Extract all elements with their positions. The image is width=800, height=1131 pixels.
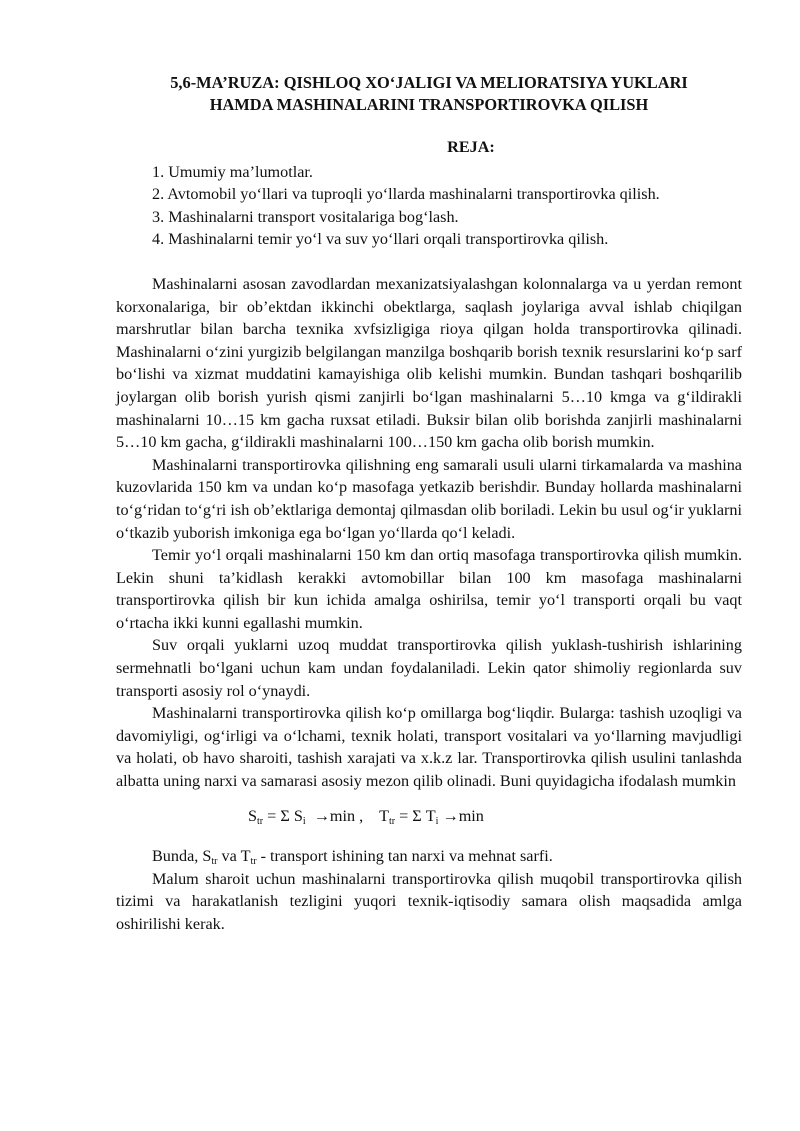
bunda-t-subscript: tr [250, 856, 257, 868]
bunda-s-subscript: tr [211, 856, 218, 868]
bunda-prefix: Bunda, S [152, 847, 212, 866]
paragraph: Temir yo‘l orqali mashinalarni 150 km dan ortiq masofaga transportirovka qilish mumkin. Lekin shuni ta’kidlash kerakki avtomobillar bilan 100 km masofaga mashinalarni transportirovka qilish bir kun ichida amalga oshirilsa, temir yo‘l transporti orqali bu vaqt o‘rtacha ikki kunni egallashi mumkin. [116, 546, 742, 632]
title-line-2: HAMDA MASHINALARINI TRANSPORTIROVKA QILISH [209, 95, 649, 114]
plan-list [116, 161, 742, 251]
formula-explanation [116, 845, 742, 868]
plan-heading: REJA: [447, 138, 495, 156]
bunda-mid: va T [217, 847, 251, 866]
title-line-1: 5,6-MA’RUZA: QISHLOQ XO‘JALIGI VA MELIORATSIYA YUKLARI [170, 73, 688, 92]
paragraph: Mashinalarni transportirovka qilish ko‘p omillarga bog‘liqdir. Bularga: tashish uzoqligi va davomiyligi, og‘irligi va o‘lchami, texnik holati, transport vositalari va yo‘llarning mavjudligi va holati, ob havo sharoiti, tashish xarajati va x.k.z lar. Transportirovka qilish usulini tanlashda albatta uning narxi va samarasi asosiy mezon qilib olinadi. Buni quyidagicha ifodalash mumkin [116, 704, 742, 791]
paragraph: Malum sharoit uchun mashinalarni transportirovka qilish muqobil transportirovka qilish tizimi va harakatlanish tezligini yuqori texnik-iqtisodiy samara olish maqsadida amlga oshirilishi kerak. [116, 869, 742, 933]
paragraph: Mashinalarni transportirovka qilishning eng samarali usuli ularni tirkamalarda va mashina kuzovlarida 150 km va undan ko‘p masofaga yetkazib berishdir. Bunday hollarda mashinalarni to‘g‘ridan to‘g‘ri ish ob’ektlariga demontaj qilmasdan olib boriladi. Lekin bu usul og‘ir yuklarni o‘tkazib yuborish imkoniga ega bo‘lgan yo‘llarda qo‘l keladi. [116, 455, 742, 542]
bunda-suffix: - transport ishining tan narxi va mehnat sarfi. [256, 847, 553, 866]
formula-s-min: →min , [305, 806, 364, 825]
plan-item: 4. Mashinalarni temir yo‘l va suv yo‘llari orqali transportirovka qilish. [152, 230, 609, 249]
formula-t-min: →min [438, 806, 484, 825]
formula-t-sum: = Σ T [395, 806, 436, 825]
formula-t-subscript: tr [388, 815, 396, 827]
cost-formula [116, 805, 742, 828]
document-page [116, 72, 742, 936]
formula-s-subscript: tr [257, 815, 264, 827]
lecture-title [116, 72, 742, 116]
plan-item: 2. Avtomobil yo‘llari va tuproqli yo‘llarda mashinalarni transportirovka qilish. [152, 185, 660, 204]
formula-s-index: i [302, 815, 306, 827]
paragraph: Suv orqali yuklarni uzoq muddat transportirovka qilish yuklash-tushirish ishlarining sermehnatli bo‘lgani uchun kam undan foydalaniladi. Lekin qator shimoliy regionlarda suv transporti asosiy rol o‘ynaydi. [116, 636, 742, 700]
paragraph: Mashinalarni asosan zavodlardan mexanizatsiyalashgan kolonnalarga va u yerdan remont korxonalariga, bir ob’ektdan ikkinchi obektlarga, saqlash joylariga avval ishlab chiqilgan marshrutlar bilan barcha texnika xvfsizligiga rioya qilgan holda transportirovka qilinadi. Mashinalarni o‘zini yurgizib belgilangan manzilga boshqarib borish texnik resurslarini ko‘p sarf bo‘lishi va xizmat muddatini kamayishiga olib kelishi mumkin. Bundan tashqari boshqarilib joylargan olib borish yurish qismi zanjirli bo‘lgan mashinalarni 5…10 kmga va g‘ildirakli mashinalarni 10…15 km gacha ruxsat etiladi. Buksir bilan olib borishda zanjirli mashinalarni 5…10 km gacha, g‘ildirakli mashinalarni 100…150 km gacha olib borish mumkin. [116, 274, 742, 452]
formula-s-sum: = Σ S [263, 806, 303, 825]
formula-s: S [248, 806, 258, 825]
plan-item: 1. Umumiy ma’lumotlar. [152, 162, 313, 181]
formula-t-index: i [435, 815, 439, 827]
plan-item: 3. Mashinalarni transport vositalariga bog‘lash. [152, 207, 459, 226]
formula-t: T [379, 806, 389, 825]
